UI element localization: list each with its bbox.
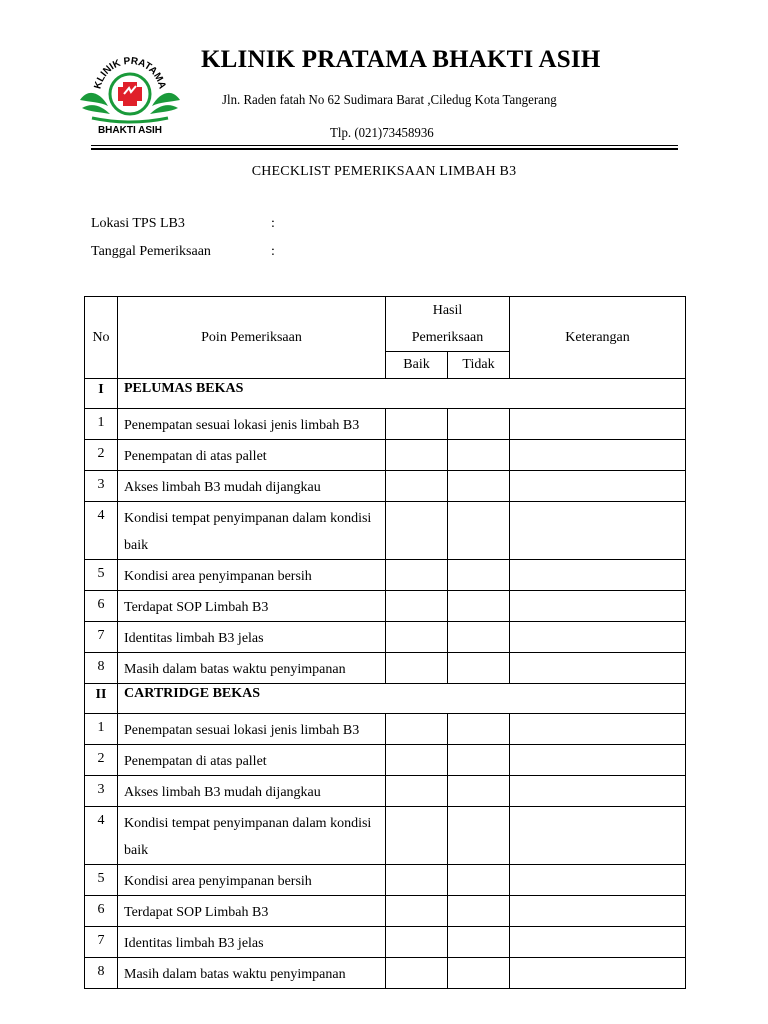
header-poin: Poin Pemeriksaan	[118, 297, 386, 379]
tidak-cell[interactable]	[448, 807, 510, 865]
logo-bottom-text: BHAKTI ASIH	[97, 125, 163, 136]
keterangan-cell[interactable]	[510, 714, 686, 745]
header-baik: Baik	[386, 352, 448, 379]
header-divider-thin	[91, 145, 678, 146]
logo-arc-text: KLINIK PRATAMA	[92, 55, 168, 91]
header-tidak: Tidak	[448, 352, 510, 379]
item-number: 8	[85, 653, 118, 684]
item-text: Kondisi tempat penyimpanan dalam kondisi baik	[118, 807, 386, 865]
item-number: 6	[85, 591, 118, 622]
item-text: Penempatan sesuai lokasi jenis limbah B3	[118, 714, 386, 745]
section-numeral: I	[85, 379, 118, 409]
item-text: Masih dalam batas waktu penyimpanan	[118, 653, 386, 684]
header-divider-thick	[91, 148, 678, 150]
tidak-cell[interactable]	[448, 622, 510, 653]
baik-cell[interactable]	[386, 776, 448, 807]
item-number: 7	[85, 927, 118, 958]
keterangan-cell[interactable]	[510, 776, 686, 807]
table-row	[85, 865, 686, 896]
item-number: 6	[85, 896, 118, 927]
section-row	[85, 684, 686, 714]
baik-cell[interactable]	[386, 409, 448, 440]
keterangan-cell[interactable]	[510, 591, 686, 622]
item-text: Terdapat SOP Limbah B3	[118, 896, 386, 927]
table-row	[85, 440, 686, 471]
item-text: Kondisi area penyimpanan bersih	[118, 560, 386, 591]
item-number: 2	[85, 745, 118, 776]
baik-cell[interactable]	[386, 865, 448, 896]
table-row	[85, 409, 686, 440]
header-keterangan: Keterangan	[510, 297, 686, 379]
baik-cell[interactable]	[386, 653, 448, 684]
field-lokasi	[91, 216, 275, 232]
table-row	[85, 560, 686, 591]
table-row	[85, 958, 686, 989]
item-text: Kondisi tempat penyimpanan dalam kondisi baik	[118, 502, 386, 560]
item-number: 5	[85, 560, 118, 591]
baik-cell[interactable]	[386, 714, 448, 745]
field-tanggal-colon: :	[271, 244, 275, 259]
table-row	[85, 745, 686, 776]
table-row	[85, 653, 686, 684]
section-row	[85, 379, 686, 409]
section-numeral: II	[85, 684, 118, 714]
item-number: 7	[85, 622, 118, 653]
tidak-cell[interactable]	[448, 958, 510, 989]
tidak-cell[interactable]	[448, 776, 510, 807]
field-lokasi-colon: :	[271, 216, 275, 231]
baik-cell[interactable]	[386, 560, 448, 591]
item-text: Terdapat SOP Limbah B3	[118, 591, 386, 622]
keterangan-cell[interactable]	[510, 502, 686, 560]
item-number: 5	[85, 865, 118, 896]
header-hasil-line1: Hasil	[432, 303, 463, 318]
item-text: Kondisi area penyimpanan bersih	[118, 865, 386, 896]
keterangan-cell[interactable]	[510, 745, 686, 776]
tidak-cell[interactable]	[448, 714, 510, 745]
baik-cell[interactable]	[386, 591, 448, 622]
baik-cell[interactable]	[386, 502, 448, 560]
item-number: 2	[85, 440, 118, 471]
tidak-cell[interactable]	[448, 745, 510, 776]
tidak-cell[interactable]	[448, 409, 510, 440]
item-text: Penempatan di atas pallet	[118, 440, 386, 471]
header-no: No	[85, 297, 118, 379]
keterangan-cell[interactable]	[510, 865, 686, 896]
table-row	[85, 622, 686, 653]
clinic-address: Jln. Raden fatah No 62 Sudimara Barat ,Ciledug Kota Tangerang	[222, 93, 557, 108]
tidak-cell[interactable]	[448, 440, 510, 471]
item-text: Akses limbah B3 mudah dijangkau	[118, 776, 386, 807]
clinic-name: KLINIK PRATAMA BHAKTI ASIH	[201, 46, 601, 73]
table-row	[85, 927, 686, 958]
table-row	[85, 896, 686, 927]
keterangan-cell[interactable]	[510, 409, 686, 440]
clinic-logo	[78, 48, 182, 138]
item-text: Masih dalam batas waktu penyimpanan	[118, 958, 386, 989]
tidak-cell[interactable]	[448, 471, 510, 502]
baik-cell[interactable]	[386, 927, 448, 958]
tidak-cell[interactable]	[448, 896, 510, 927]
baik-cell[interactable]	[386, 958, 448, 989]
item-number: 4	[85, 502, 118, 560]
keterangan-cell[interactable]	[510, 471, 686, 502]
baik-cell[interactable]	[386, 440, 448, 471]
section-title: PELUMAS BEKAS	[118, 379, 686, 409]
keterangan-cell[interactable]	[510, 896, 686, 927]
keterangan-cell[interactable]	[510, 927, 686, 958]
table-row	[85, 471, 686, 502]
item-number: 1	[85, 714, 118, 745]
tidak-cell[interactable]	[448, 591, 510, 622]
item-number: 3	[85, 471, 118, 502]
item-number: 8	[85, 958, 118, 989]
table-row	[85, 776, 686, 807]
baik-cell[interactable]	[386, 745, 448, 776]
clinic-phone: Tlp. (021)73458936	[330, 126, 434, 141]
table-row	[85, 502, 686, 560]
item-text: Akses limbah B3 mudah dijangkau	[118, 471, 386, 502]
field-tanggal-label: Tanggal Pemeriksaan	[91, 244, 211, 259]
tidak-cell[interactable]	[448, 560, 510, 591]
item-text: Identitas limbah B3 jelas	[118, 927, 386, 958]
checklist-table	[84, 296, 686, 989]
document-title: CHECKLIST PEMERIKSAAN LIMBAH B3	[251, 164, 517, 179]
item-number: 3	[85, 776, 118, 807]
table-row	[85, 714, 686, 745]
field-lokasi-label: Lokasi TPS LB3	[91, 216, 185, 231]
keterangan-cell[interactable]	[510, 653, 686, 684]
baik-cell[interactable]	[386, 896, 448, 927]
header-hasil	[386, 297, 510, 352]
tidak-cell[interactable]	[448, 502, 510, 560]
item-text: Penempatan sesuai lokasi jenis limbah B3	[118, 409, 386, 440]
keterangan-cell[interactable]	[510, 440, 686, 471]
keterangan-cell[interactable]	[510, 807, 686, 865]
item-number: 1	[85, 409, 118, 440]
table-row	[85, 807, 686, 865]
tidak-cell[interactable]	[448, 653, 510, 684]
field-tanggal	[91, 244, 275, 260]
tidak-cell[interactable]	[448, 927, 510, 958]
header-hasil-line2: Pemeriksaan	[411, 330, 484, 345]
item-number: 4	[85, 807, 118, 865]
keterangan-cell[interactable]	[510, 958, 686, 989]
table-row	[85, 591, 686, 622]
baik-cell[interactable]	[386, 807, 448, 865]
keterangan-cell[interactable]	[510, 560, 686, 591]
baik-cell[interactable]	[386, 471, 448, 502]
section-title: CARTRIDGE BEKAS	[118, 684, 686, 714]
checklist-body	[85, 379, 686, 989]
item-text: Penempatan di atas pallet	[118, 745, 386, 776]
tidak-cell[interactable]	[448, 865, 510, 896]
baik-cell[interactable]	[386, 622, 448, 653]
keterangan-cell[interactable]	[510, 622, 686, 653]
item-text: Identitas limbah B3 jelas	[118, 622, 386, 653]
